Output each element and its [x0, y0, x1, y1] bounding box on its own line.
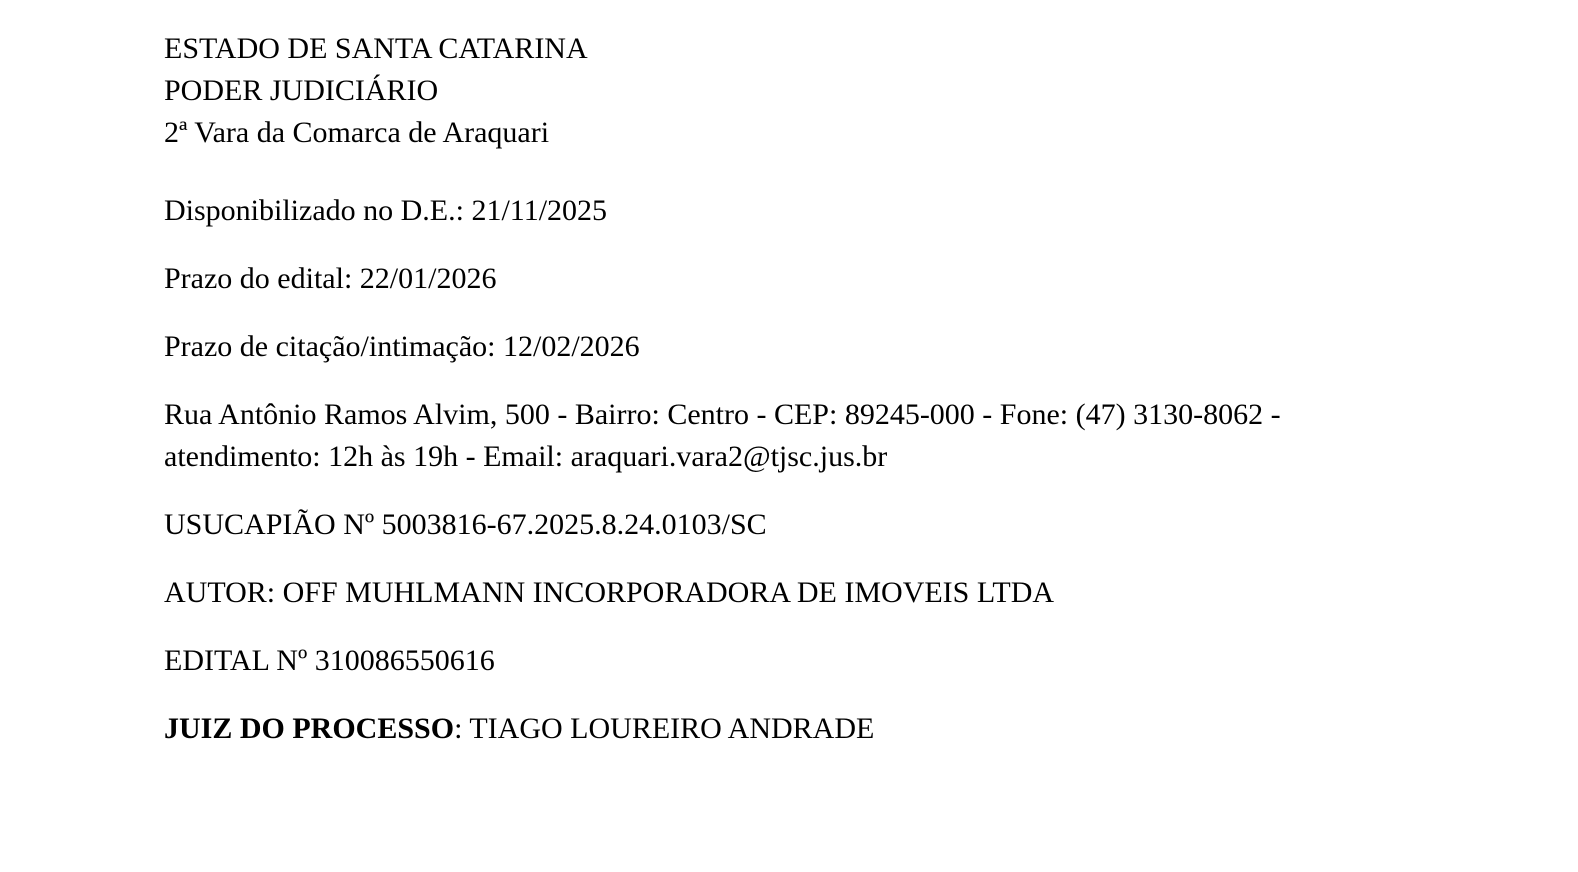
case-number-text: USUCAPIÃO Nº 5003816-67.2025.8.24.0103/SC	[164, 508, 767, 541]
edital-number-text: EDITAL Nº 310086550616	[164, 644, 495, 677]
judge-separator: :	[454, 712, 470, 745]
judge-label: JUIZ DO PROCESSO	[164, 712, 455, 745]
judge-line	[164, 708, 1408, 750]
document-body	[164, 28, 1408, 750]
edital-number-line	[164, 640, 1408, 682]
availability-line	[164, 190, 1408, 232]
edital-deadline-line	[164, 258, 1408, 300]
citation-deadline-text: Prazo de citação/intimação: 12/02/2026	[164, 330, 640, 363]
court-header	[164, 28, 1408, 154]
judge-name: TIAGO LOUREIRO ANDRADE	[469, 712, 875, 745]
address-text: Rua Antônio Ramos Alvim, 500 - Bairro: Centro - CEP: 89245-000 - Fone: (47) 3130-8062 - atendimento: 12h às 19h - Email: araquari.vara2@tjsc.jus.br	[164, 398, 1281, 473]
address-block	[164, 394, 1408, 478]
court-line: 2ª Vara da Comarca de Araquari	[164, 116, 550, 149]
branch-line: PODER JUDICIÁRIO	[164, 74, 439, 107]
state-line: ESTADO DE SANTA CATARINA	[164, 32, 588, 65]
author-text: AUTOR: OFF MUHLMANN INCORPORADORA DE IMOVEIS LTDA	[164, 576, 1055, 609]
edital-deadline-text: Prazo do edital: 22/01/2026	[164, 262, 497, 295]
citation-deadline-line	[164, 326, 1408, 368]
availability-text: Disponibilizado no D.E.: 21/11/2025	[164, 194, 608, 227]
case-number-line	[164, 504, 1408, 546]
author-line	[164, 572, 1408, 614]
